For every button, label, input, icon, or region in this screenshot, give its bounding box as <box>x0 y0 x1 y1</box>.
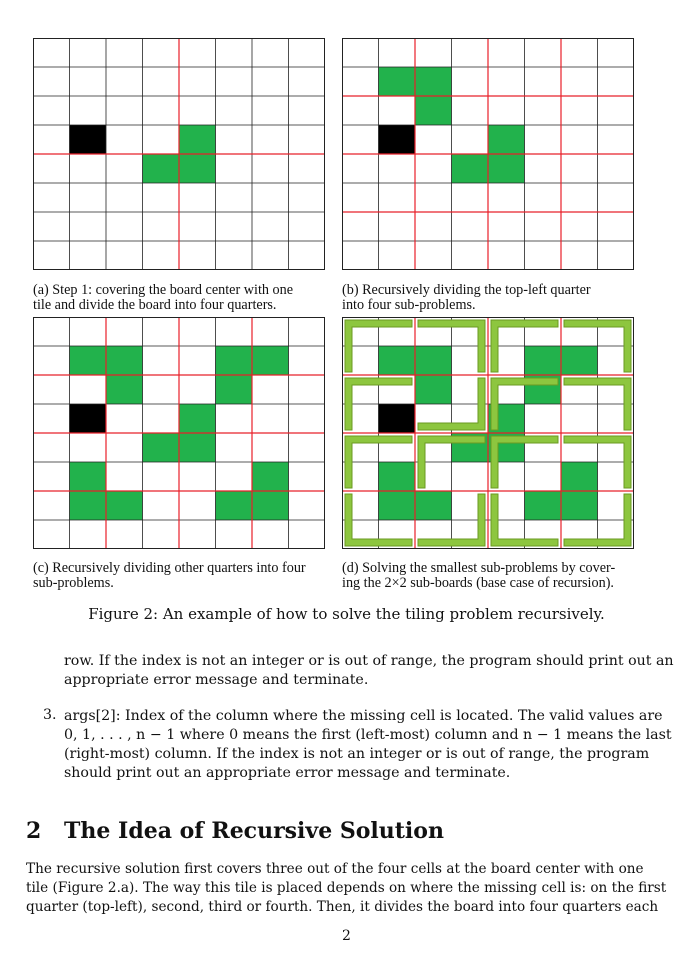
para-line-3: quarter (top-left), second, third or fourth. Then, it divides the board into four quarters each <box>26 899 659 915</box>
caption-c-line-2: sub-problems. <box>33 575 114 591</box>
caption-b-line-2: into four sub-problems. <box>342 297 476 313</box>
missing-cell <box>70 404 107 433</box>
green-tile-cell <box>415 346 452 375</box>
green-tile-cell <box>216 346 253 375</box>
missing-cell <box>379 404 416 433</box>
caption-c-line-1: (c) Recursively dividing other quarters into four <box>33 560 306 576</box>
caption-d-line-1: (d) Solving the smallest sub-problems by cover- <box>342 560 616 576</box>
green-tile-cell <box>179 404 216 433</box>
caption-d-line-2: ing the 2×2 sub-boards (base case of recursion). <box>342 575 614 591</box>
green-tile-cell <box>525 491 562 520</box>
figure-caption: Figure 2: An example of how to solve the tiling problem recursively. <box>88 605 605 623</box>
page-number: 2 <box>342 928 351 944</box>
item3-line-1: args[2]: Index of the column where the missing cell is located. The valid values are <box>64 708 663 724</box>
green-tile-cell <box>70 462 107 491</box>
intro-line-2: appropriate error message and terminate. <box>64 672 369 688</box>
green-tile-cell <box>561 491 598 520</box>
green-tile-cell <box>252 491 289 520</box>
caption-c <box>33 561 306 591</box>
green-tile-cell <box>252 346 289 375</box>
green-tile-cell <box>561 462 598 491</box>
green-tile-cell <box>488 125 525 154</box>
green-tile-cell <box>179 154 216 183</box>
green-tile-cell <box>143 433 180 462</box>
green-tile-cell <box>415 67 452 96</box>
intro-line-1: row. If the index is not an integer or is out of range, the program should print out an <box>64 653 674 669</box>
caption-a-line-2: tile and divide the board into four quarters. <box>33 297 277 313</box>
green-tile-cell <box>379 491 416 520</box>
item3-line-3: (right-most) column. If the index is not an integer or is out of range, the program <box>64 746 650 762</box>
green-tile-cell <box>488 154 525 183</box>
caption-b-line-1: (b) Recursively dividing the top-left quarter <box>342 282 591 298</box>
para-line-2: tile (Figure 2.a). The way this tile is placed depends on where the missing cell is: on the first <box>26 880 667 896</box>
board-d <box>342 317 634 549</box>
item3-line-4: should print out an appropriate error message and terminate. <box>64 765 511 781</box>
section-title: The Idea of Recursive Solution <box>64 818 444 844</box>
missing-cell <box>379 125 416 154</box>
missing-cell <box>70 125 107 154</box>
item3-line-2: 0, 1, . . . , n − 1 where 0 means the first (left-most) column and n − 1 means the last <box>64 727 672 743</box>
green-tile-cell <box>179 433 216 462</box>
green-tile-cell <box>415 491 452 520</box>
green-tile-cell <box>106 491 143 520</box>
green-tile-cell <box>216 375 253 404</box>
green-tile-cell <box>452 154 489 183</box>
caption-a-line-1: (a) Step 1: covering the board center with one <box>33 282 294 298</box>
green-tile-cell <box>415 96 452 125</box>
board-c <box>33 317 325 549</box>
green-tile-cell <box>525 346 562 375</box>
green-tile-cell <box>106 346 143 375</box>
list-item-3 <box>64 707 672 783</box>
green-tile-cell <box>70 491 107 520</box>
green-tile-cell <box>143 154 180 183</box>
para-line-1: The recursive solution first covers three out of the four cells at the board center with one <box>26 861 644 877</box>
green-tile-cell <box>252 462 289 491</box>
list-item-number: 3. <box>43 707 57 723</box>
green-tile-cell <box>379 462 416 491</box>
green-tile-cell <box>561 346 598 375</box>
body-paragraph <box>26 860 666 917</box>
intro-paragraph <box>64 652 674 690</box>
board-a <box>33 38 325 270</box>
section-number: 2 <box>26 818 42 844</box>
green-tile-cell <box>216 491 253 520</box>
green-tile-cell <box>179 125 216 154</box>
green-tile-cell <box>70 346 107 375</box>
caption-a <box>33 283 293 313</box>
caption-d <box>342 561 615 591</box>
green-tile-cell <box>106 375 143 404</box>
board-b <box>342 38 634 270</box>
green-tile-cell <box>379 346 416 375</box>
caption-b <box>342 283 591 313</box>
green-tile-cell <box>379 67 416 96</box>
green-tile-cell <box>415 375 452 404</box>
